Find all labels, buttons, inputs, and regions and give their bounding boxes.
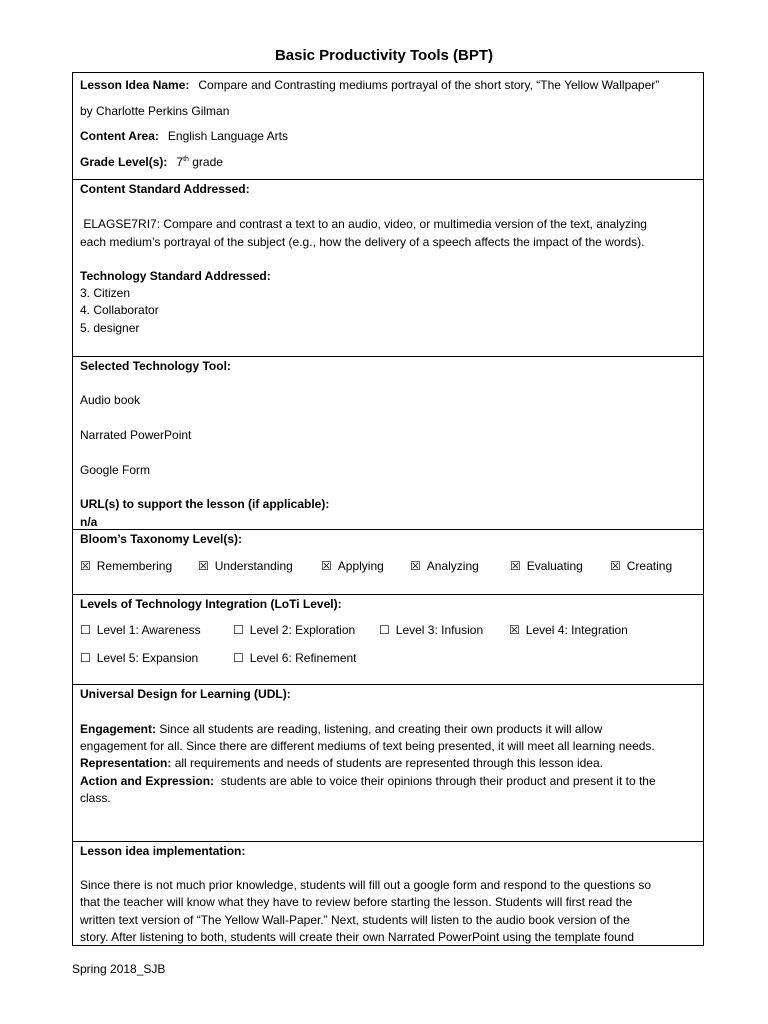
checked-box-icon: ☒ <box>410 559 421 573</box>
checkbox-analyzing[interactable] <box>410 558 479 575</box>
checkbox-understanding[interactable] <box>198 558 293 575</box>
udl-label: Universal Design for Learning (UDL): <box>80 687 291 701</box>
checkbox-label: Evaluating <box>526 559 583 573</box>
content-area-value: English Language Arts <box>167 129 288 143</box>
checkbox-icon: ☐ <box>80 651 91 665</box>
udl-section <box>73 685 703 842</box>
content-standard-label: Content Standard Addressed: <box>80 182 250 196</box>
checkbox-applying[interactable] <box>321 558 384 575</box>
checkbox-icon: ☐ <box>233 623 244 637</box>
checkbox-label: Level 1: Awareness <box>96 623 201 637</box>
loti-section <box>73 595 703 685</box>
lesson-plan-form <box>72 72 704 946</box>
standards-section <box>73 180 703 357</box>
checkbox-label: Level 3: Infusion <box>395 623 484 637</box>
checkbox-loti-level-5[interactable] <box>80 650 198 667</box>
grade-level-label: Grade Level(s): <box>80 155 168 169</box>
blooms-taxonomy-section <box>73 530 703 595</box>
support-url-value: n/a <box>80 515 98 529</box>
grade-level-number: 7 <box>176 155 184 169</box>
blooms-taxonomy-label: Bloom’s Taxonomy Level(s): <box>80 532 243 546</box>
content-standard-text-line-2: each medium’s portrayal of the subject (e.g., how the delivery of a speech affects the impact of the words). <box>80 235 645 249</box>
checkbox-loti-level-6[interactable] <box>233 650 357 667</box>
action-expression-label: Action and Expression: <box>80 774 215 788</box>
technology-standard-label: Technology Standard Addressed: <box>80 269 271 283</box>
implementation-text-line: story. After listening to both, students will create their own Narrated PowerPoint using the template found <box>80 930 635 944</box>
lesson-name-label: Lesson Idea Name: <box>80 78 190 92</box>
checkbox-icon: ☐ <box>379 623 390 637</box>
lesson-author-line: by Charlotte Perkins Gilman <box>80 104 230 118</box>
technology-tool-item: Narrated PowerPoint <box>80 428 192 442</box>
lesson-name-value: Compare and Contrasting mediums portrayal of the short story, “The Yellow Wallpaper” <box>198 78 660 92</box>
implementation-section <box>73 842 703 945</box>
checked-box-icon: ☒ <box>610 559 621 573</box>
engagement-label: Engagement: <box>80 722 157 736</box>
content-standard-text-line-1: ELAGSE7RI7: Compare and contrast a text to an audio, video, or multimedia version of the text, analyzing <box>80 217 647 231</box>
checkbox-loti-level-3[interactable] <box>379 622 483 639</box>
checkbox-label: Understanding <box>214 559 293 573</box>
checkbox-label: Remembering <box>96 559 173 573</box>
checkbox-icon: ☐ <box>233 651 244 665</box>
page-footer: Spring 2018_SJB <box>72 962 166 976</box>
technology-tools-section <box>73 357 703 530</box>
checkbox-label: Analyzing <box>426 559 479 573</box>
checkbox-label: Applying <box>337 559 384 573</box>
technology-standard-item: 5. designer <box>80 321 140 335</box>
checked-box-icon: ☒ <box>510 559 521 573</box>
implementation-text-line: written text version of “The Yellow Wall-Paper.” Next, students will listen to the audio book version of the <box>80 913 630 927</box>
technology-standard-item: 3. Citizen <box>80 286 131 300</box>
lesson-info-section <box>73 73 703 180</box>
engagement-text-line-2: engagement for all. Since there are different mediums of text being presented, it will meet all learning needs. <box>80 739 655 753</box>
checkbox-remembering[interactable] <box>80 558 172 575</box>
action-expression-text-line-2: class. <box>80 791 111 805</box>
checked-box-icon: ☒ <box>321 559 332 573</box>
document-title: Basic Productivity Tools (BPT) <box>274 47 494 64</box>
checkbox-loti-level-2[interactable] <box>233 622 355 639</box>
grade-level-suffix: th <box>183 156 189 163</box>
engagement-text: Since all students are reading, listening, and creating their own products it will allow <box>156 722 603 736</box>
loti-label: Levels of Technology Integration (LoTi Level): <box>80 597 342 611</box>
technology-tool-item: Audio book <box>80 393 141 407</box>
technology-tool-item: Google Form <box>80 463 151 477</box>
content-area-label: Content Area: <box>80 129 159 143</box>
checked-box-icon: ☒ <box>80 559 91 573</box>
checked-box-icon: ☒ <box>198 559 209 573</box>
representation-label: Representation: <box>80 756 172 770</box>
implementation-text-line: Since there is not much prior knowledge, students will fill out a google form and respond to the questions so <box>80 878 651 892</box>
checked-box-icon: ☒ <box>509 623 520 637</box>
technology-standard-item: 4. Collaborator <box>80 303 159 317</box>
checkbox-label: Level 6: Refinement <box>249 651 357 665</box>
support-url-label: URL(s) to support the lesson (if applicable): <box>80 497 330 511</box>
grade-level-word: grade <box>192 155 223 169</box>
implementation-label: Lesson idea implementation: <box>80 844 246 858</box>
representation-text: all requirements and needs of students are represented through this lesson idea. <box>171 756 603 770</box>
checkbox-loti-level-4[interactable] <box>509 622 628 639</box>
technology-tool-label: Selected Technology Tool: <box>80 359 231 373</box>
checkbox-evaluating[interactable] <box>510 558 583 575</box>
checkbox-loti-level-1[interactable] <box>80 622 201 639</box>
checkbox-label: Level 4: Integration <box>525 623 628 637</box>
checkbox-label: Creating <box>626 559 673 573</box>
action-expression-text: students are able to voice their opinions through their product and present it to the <box>214 774 656 788</box>
checkbox-label: Level 5: Expansion <box>96 651 199 665</box>
checkbox-label: Level 2: Exploration <box>249 623 356 637</box>
checkbox-icon: ☐ <box>80 623 91 637</box>
checkbox-creating[interactable] <box>610 558 672 575</box>
implementation-text-line: that the teacher will know what they have to review before starting the lesson. Students will first read the <box>80 895 633 909</box>
